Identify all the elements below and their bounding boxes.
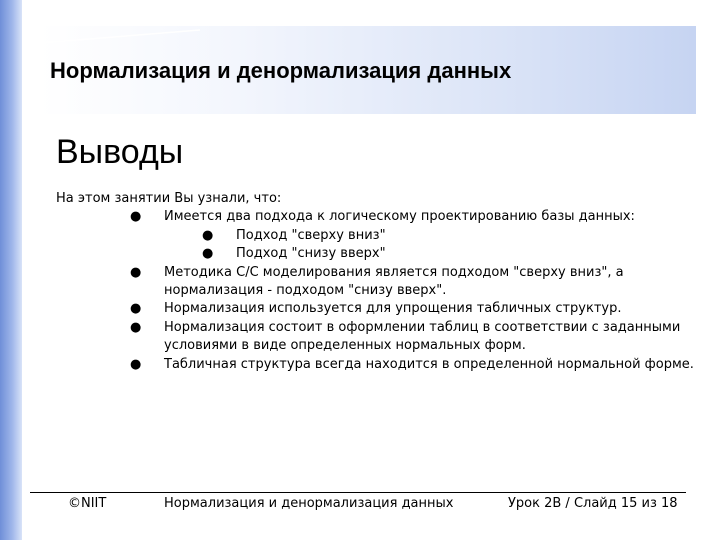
list-item (56, 208, 696, 226)
footer-copyright: ©NIIT (68, 496, 107, 511)
bullet-icon: ● (130, 301, 142, 317)
sub-list-item-text: Подход "снизу вверх" (236, 246, 386, 262)
left-accent-bar (0, 0, 22, 540)
list-item (56, 300, 696, 318)
footer-divider (30, 492, 686, 493)
list-item-text: Нормализация состоит в оформлении таблиц в соответствии с заданными условиями в виде определенных нормальных форм. (164, 319, 681, 354)
bullet-icon: ● (202, 227, 214, 243)
footer-course-title: Нормализация и денормализация данных (164, 496, 454, 511)
list-item-text: Имеется два подхода к логическому проектированию базы данных: (164, 209, 635, 225)
sub-list-item-text: Подход "сверху вниз" (236, 227, 386, 243)
list-item (56, 356, 696, 374)
page-title: Нормализация и денормализация данных (50, 58, 512, 83)
bullet-list (56, 208, 696, 374)
bullet-icon: ● (130, 209, 142, 225)
header-decor-line (40, 26, 200, 44)
section-title: Выводы (56, 133, 184, 171)
list-item-text: Методика С/С моделирования является подходом "сверху вниз", а нормализация - подходом "снизу вверх". (164, 264, 624, 299)
bullet-icon: ● (202, 246, 214, 262)
sub-list-item (56, 227, 696, 245)
bullet-icon: ● (130, 356, 142, 372)
footer-slide-number: Урок 2В / Слайд 15 из 18 (508, 496, 678, 511)
slide-content (56, 190, 696, 374)
bullet-icon: ● (130, 264, 142, 280)
list-item (56, 319, 696, 356)
list-item (56, 264, 696, 301)
bullet-icon: ● (130, 319, 142, 335)
list-item-text: Нормализация используется для упрощения табличных структур. (164, 301, 622, 317)
intro-text: На этом занятии Вы узнали, что: (56, 191, 282, 206)
list-item-text: Табличная структура всегда находится в определенной нормальной форме. (164, 356, 694, 372)
sub-list-item (56, 245, 696, 263)
